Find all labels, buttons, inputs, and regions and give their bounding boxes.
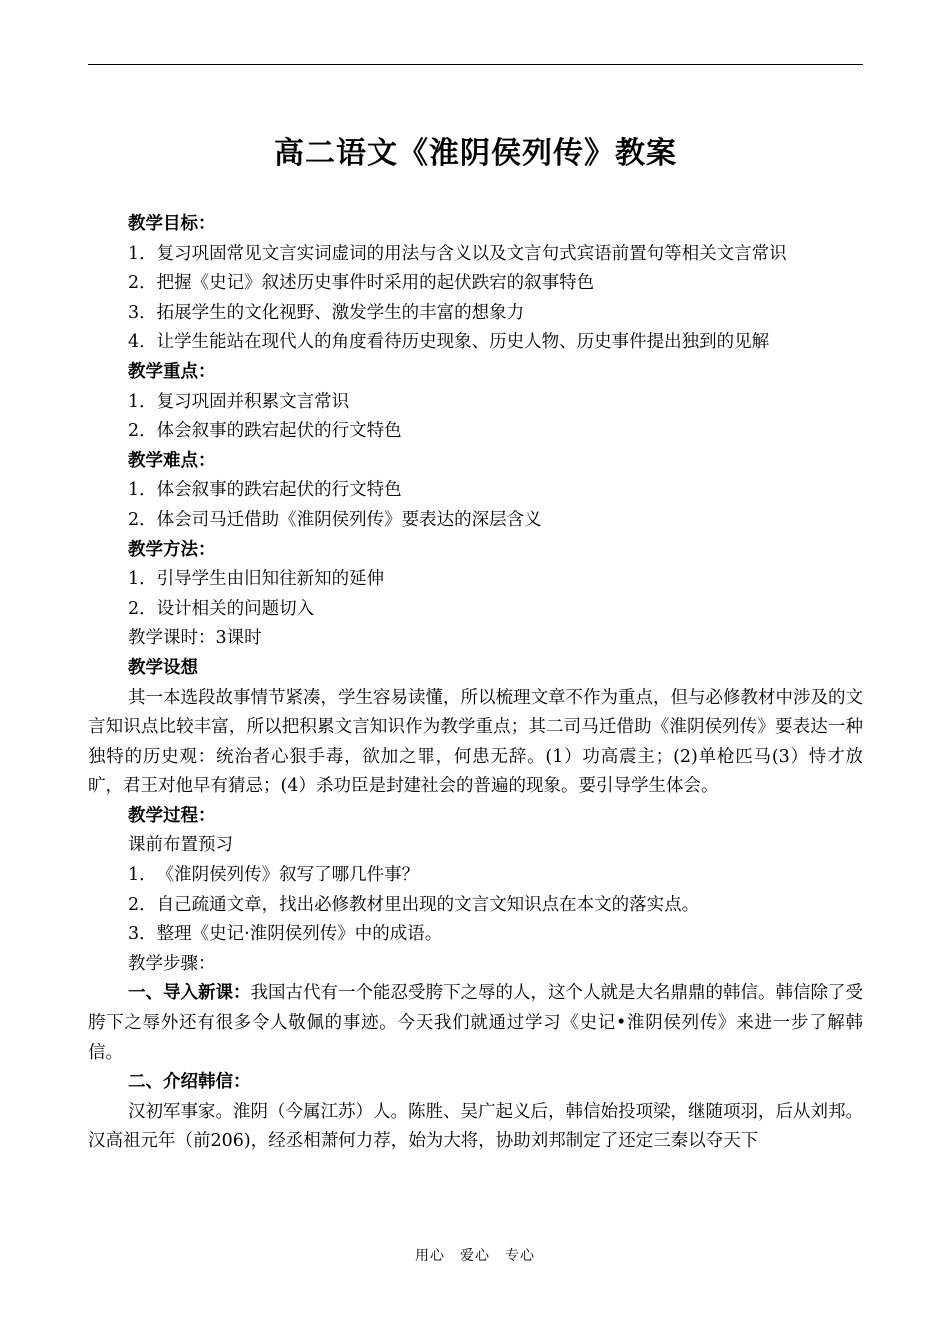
teaching-idea-heading: 教学设想 bbox=[128, 657, 198, 678]
key-point-item: 2．体会叙事的跌宕起伏的行文特色 bbox=[128, 421, 402, 442]
preview-item: 1． 《淮阴侯列传》叙写了哪几件事？ bbox=[128, 865, 420, 886]
document-title: 高二语文《淮阴侯列传》教案 bbox=[274, 136, 677, 171]
step-hanxin-paragraph: 汉初军事家。淮阴（今属江苏）人。陈胜、吴广起义后，韩信始投项梁，继随项羽，后从刘邦。汉高祖元年（前206)，经丞相萧何力荐，始为大将，协助刘邦制定了还定三秦以夺天下 bbox=[88, 1101, 863, 1152]
goals-heading: 教学目标： bbox=[128, 214, 216, 234]
step-intro-paragraph bbox=[88, 979, 863, 1068]
goal-item: 2．把握《史记》叙述历史事件时采用的起伏跌宕的叙事特色 bbox=[128, 273, 595, 294]
page-footer: 用心 爱心 专心 bbox=[415, 1248, 535, 1264]
class-hours: 教学课时：3课时 bbox=[128, 628, 262, 649]
preview-item: 2．自己疏通文章，找出必修教材里出现的文言文知识点在本文的落实点。 bbox=[128, 894, 700, 915]
teaching-idea-paragraph: 其一本选段故事情节紧凑，学生容易读懂，所以梳理文章不作为重点，但与必修教材中涉及的文言知识点比较丰富，所以把积累文言知识作为教学重点；其二司马迁借助《淮阴侯列传》要表达一种独特的历史观：统治者心狠手毒，欲加之罪，何患无辞。(1）功高震主；(2)单枪匹马(3）恃才放旷，君王对他早有猜忌；(4）杀功臣是封建社会的普遍的现象。要引导学生体会。 bbox=[88, 687, 863, 797]
step-intro-heading: 一、导入新课： bbox=[128, 983, 251, 1004]
preview-item: 3．整理《史记·淮阴侯列传》中的成语。 bbox=[128, 924, 443, 945]
method-item: 1．引导学生由旧知往新知的延伸 bbox=[128, 569, 385, 590]
key-points-heading: 教学重点： bbox=[128, 361, 216, 382]
header-rule bbox=[88, 64, 863, 65]
method-item: 2．设计相关的问题切入 bbox=[128, 598, 315, 619]
goal-item: 4．让学生能站在现代人的角度看待历史现象、历史人物、历史事件提出独到的见解 bbox=[128, 332, 770, 353]
process-heading: 教学过程： bbox=[128, 805, 216, 826]
difficulty-item: 2．体会司马迁借助《淮阴侯列传》要表达的深层含义 bbox=[128, 509, 542, 530]
document-body bbox=[88, 210, 863, 1157]
difficulty-item: 1．体会叙事的跌宕起伏的行文特色 bbox=[128, 480, 402, 501]
preview-label: 课前布置预习 bbox=[128, 835, 233, 856]
step-hanxin-heading: 二、介绍韩信： bbox=[128, 1072, 251, 1093]
difficulties-heading: 教学难点： bbox=[128, 450, 216, 471]
goal-item: 1．复习巩固常见文言实词虚词的用法与含义以及文言句式宾语前置句等相关文言常识 bbox=[128, 243, 787, 264]
key-point-item: 1．复习巩固并积累文言常识 bbox=[128, 391, 350, 412]
goal-item: 3．拓展学生的文化视野、激发学生的丰富的想象力 bbox=[128, 302, 525, 323]
step-intro-text: 我国古代有一个能忍受胯下之辱的人，这个人就是大名鼎鼎的韩信。韩信除了受胯下之辱外还有很多令人敬佩的事迹。今天我们就通过学习《史记•淮阴侯列传》来进一步了解韩信。 bbox=[88, 983, 863, 1063]
methods-heading: 教学方法： bbox=[128, 539, 216, 560]
steps-label: 教学步骤： bbox=[128, 953, 216, 974]
